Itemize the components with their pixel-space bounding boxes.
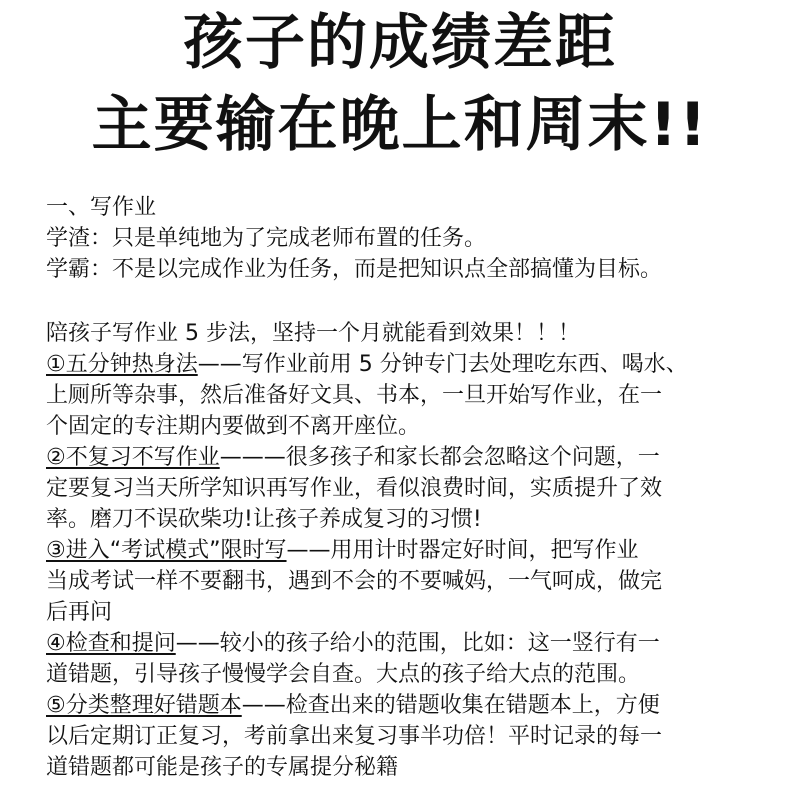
paragraph-gap: [46, 285, 766, 318]
step-1-text: ——写作业前用 5 分钟专门去处理吃东西、喝水、: [197, 352, 688, 377]
xuezha-line: 学渣：只是单纯地为了完成老师布置的任务。: [46, 226, 487, 251]
step-5-name: ⑤分类整理好错题本: [46, 693, 242, 718]
step-2: [46, 442, 766, 535]
step-5-text: ——检查出来的错题收集在错题本上，方便: [241, 693, 660, 718]
step-2-text: ———很多孩子和家长都会忽略这个问题，一: [219, 445, 660, 470]
article-body: [46, 192, 766, 783]
step-5-line-3: 道错题都可能是孩子的专属提分秘籍: [46, 755, 399, 780]
page-title-line-1: 孩子的成绩差距: [183, 8, 617, 78]
step-5-line-2: 以后定期订正复习，考前拿出来复习事半功倍！平时记录的每一: [46, 724, 663, 749]
step-4-text: ——较小的孩子给小的范围，比如：这一竖行有一: [175, 631, 660, 656]
step-1-name: ①五分钟热身法: [46, 352, 198, 377]
step-2-line-2: 定要复习当天所学知识再写作业，看似浪费时间，实质提升了效: [46, 476, 663, 501]
step-4-name: ④检查和提问: [46, 631, 176, 656]
section-heading: 一、写作业: [46, 195, 157, 220]
step-1: [46, 349, 766, 442]
step-2-name: ②不复习不写作业: [46, 445, 220, 470]
step-4: [46, 628, 766, 690]
step-1-line-3: 个固定的专注期内要做到不离开座位。: [46, 414, 421, 439]
step-3-name: ③进入“考试模式”限时写: [46, 538, 287, 563]
step-3-line-2: 当成考试一样不要翻书，遇到不会的不要喊妈，一气呵成，做完: [46, 569, 663, 594]
step-3-line-3: 后再问: [46, 600, 113, 625]
xueba-line: 学霸：不是以完成作业为任务，而是把知识点全部搞懂为目标。: [46, 257, 663, 282]
step-3: [46, 535, 766, 628]
step-1-line-2: 上厕所等杂事，然后准备好文具、书本，一旦开始写作业，在一: [46, 383, 663, 408]
intro-line: 陪孩子写作业 5 步法，坚持一个月就能看到效果！！！: [46, 321, 580, 346]
page-title-line-2: 主要输在晚上和周末!!: [91, 90, 709, 160]
step-3-text: ——用用计时器定好时间，把写作业: [286, 538, 639, 563]
step-2-line-3: 率。磨刀不误砍柴功!让孩子养成复习的习惯!: [46, 507, 482, 532]
step-4-line-2: 道错题，引导孩子慢慢学会自查。大点的孩子给大点的范围。: [46, 662, 641, 687]
step-5: [46, 690, 766, 783]
